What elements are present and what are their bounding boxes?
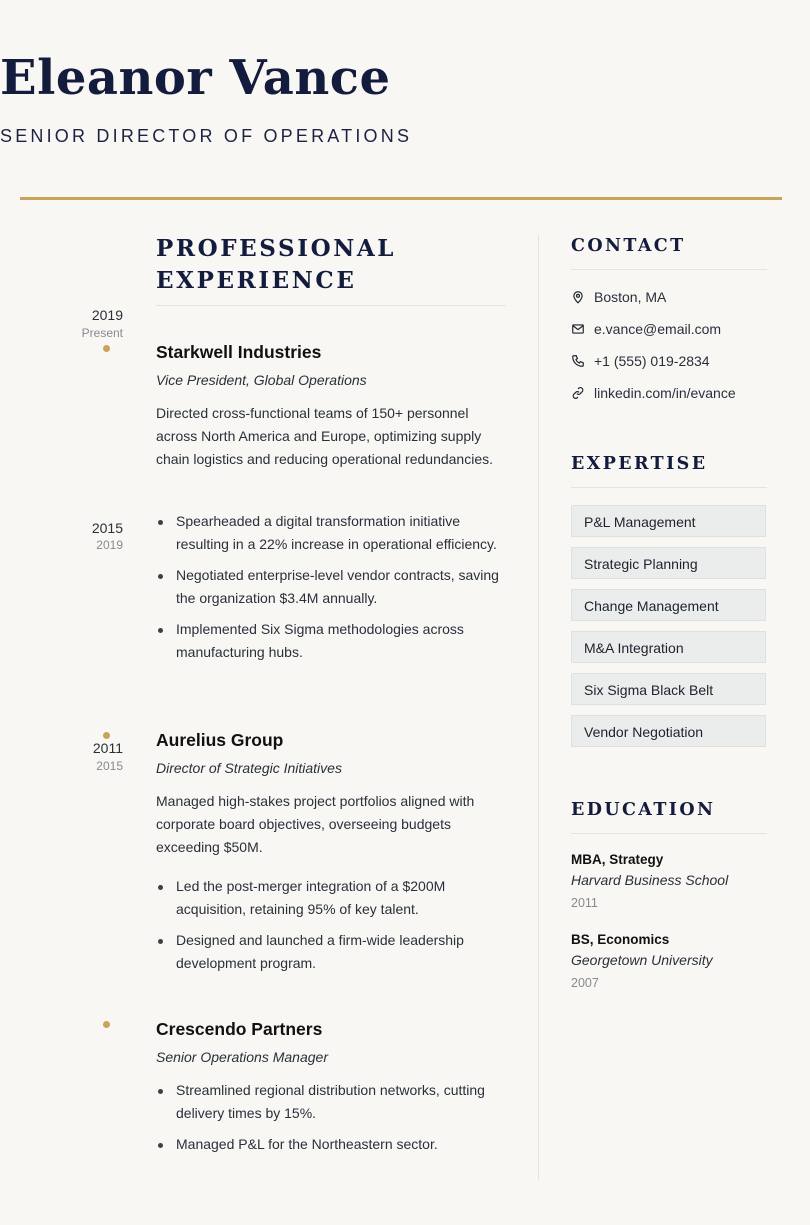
list-item [156,1133,508,1156]
timeline-sub: 2015 [96,759,123,773]
expertise-tag: Change Management [571,589,766,621]
list-item [156,929,508,975]
contact-heading: CONTACT [571,236,686,256]
job-bullets [156,510,508,672]
job-role: Vice President, Global Operations [156,372,367,388]
list-item [156,510,508,556]
timeline-sub: Present [81,326,123,340]
contact-linkedin[interactable] [571,383,736,403]
contact-email[interactable] [571,319,721,339]
bullet-icon [158,628,163,633]
bullet-text: Designed and launched a firm-wide leadership development program. [176,932,464,971]
bullet-icon [158,939,163,944]
list-item [156,618,508,664]
link-icon [571,386,585,400]
list-item [156,875,508,921]
bullet-text: Led the post-merger integration of a $200M acquisition, retaining 95% of key talent. [176,878,446,917]
job-company: Crescendo Partners [156,1019,323,1039]
contact-text: linkedin.com/in/evance [594,385,736,401]
contact-text: e.vance@email.com [594,321,722,337]
bullet-text: Spearheaded a digital transformation initiative resulting in a 22% increase in operational efficiency. [176,513,497,552]
job-description: Managed high-stakes project portfolios aligned with corporate board objectives, overseeing budgets exceeding $50M. [156,793,475,855]
education-degree: BS, Economics [571,932,670,947]
expertise-tag: P&L Management [571,505,766,537]
contact-text: Boston, MA [594,289,667,305]
timeline-dot [103,345,110,352]
bullet-text: Implemented Six Sigma methodologies across manufacturing hubs. [176,621,464,660]
candidate-name: Eleanor Vance [0,50,391,106]
experience-heading [156,233,506,297]
bullet-icon [158,574,163,579]
candidate-title: SENIOR DIRECTOR OF OPERATIONS [0,126,413,146]
job-company: Starkwell Industries [156,342,322,362]
job-description: Directed cross-functional teams of 150+ personnel across North America and Europe, optimizing supply chain logistics and reducing operational redundancies. [156,405,493,467]
bullet-icon [158,520,163,525]
column-divider [538,235,539,1180]
expertise-tag: Vendor Negotiation [571,715,766,747]
education-school: Georgetown University [571,952,713,968]
header-divider [20,197,782,200]
job-bullets [156,875,508,983]
timeline-dot [103,732,110,739]
timeline-sub: 2019 [96,538,123,552]
timeline-year: 2011 [92,740,123,756]
bullet-text: Negotiated enterprise-level vendor contracts, saving the organization $3.4M annually. [176,567,499,606]
education-year: 2011 [571,896,598,910]
expertise-rule [571,487,767,488]
education-degree: MBA, Strategy [571,852,664,867]
bullet-icon [158,1089,163,1094]
mail-icon [571,322,585,336]
experience-heading-line2: EXPERIENCE [156,267,357,294]
bullet-text: Managed P&L for the Northeastern sector. [176,1136,438,1152]
education-school: Harvard Business School [571,872,729,888]
job-bullets [156,1079,508,1164]
expertise-heading: EXPERTISE [571,454,708,474]
contact-text: +1 (555) 019-2834 [594,353,710,369]
contact-rule [571,269,767,270]
contact-location [571,287,666,307]
expertise-tag: M&A Integration [571,631,766,663]
bullet-text: Streamlined regional distribution networks, cutting delivery times by 15%. [176,1082,485,1121]
expertise-tag: Strategic Planning [571,547,766,579]
education-year: 2007 [571,976,599,990]
job-role: Director of Strategic Initiatives [156,760,342,776]
contact-phone[interactable] [571,351,710,371]
list-item [156,1079,508,1125]
timeline-dot [103,1021,110,1028]
bullet-icon [158,885,163,890]
education-rule [571,833,767,834]
job-role: Senior Operations Manager [156,1049,328,1065]
location-pin-icon [571,290,585,304]
timeline-year: 2019 [91,307,123,323]
experience-heading-line1: PROFESSIONAL [156,235,397,262]
bullet-icon [158,1143,163,1148]
timeline-year: 2015 [91,520,123,536]
experience-rule [156,305,506,306]
phone-icon [571,354,585,368]
education-heading: EDUCATION [571,800,716,820]
list-item [156,564,508,610]
job-company: Aurelius Group [156,730,284,750]
expertise-tag: Six Sigma Black Belt [571,673,766,705]
